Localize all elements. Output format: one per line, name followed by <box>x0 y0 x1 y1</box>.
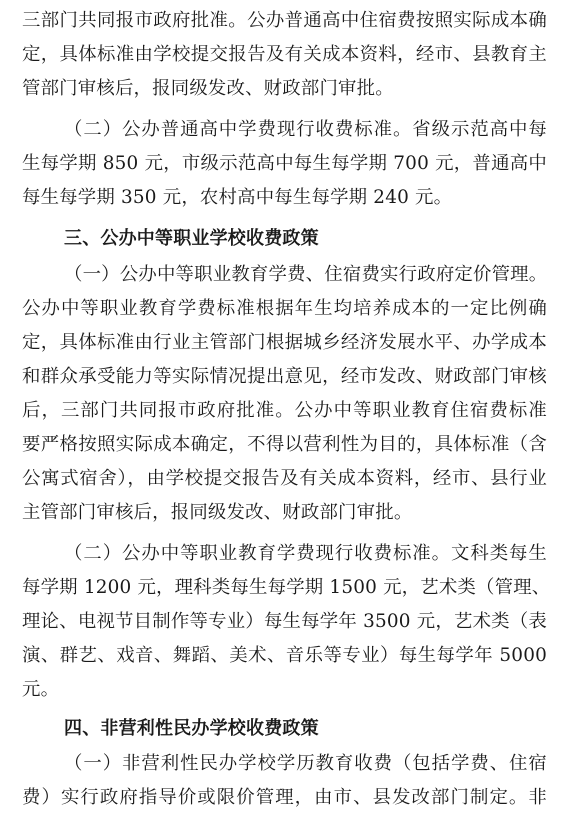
body-text-line: 公寓式宿舍），由学校提交报告及有关成本资料，经市、县行业 <box>22 468 547 489</box>
body-text-line: 和群众承受能力等实际情况提出意见，经市发改、财政部门审核 <box>22 366 547 387</box>
body-text-line: 每生每学期 350 元，农村高中每生每学期 240 元。 <box>22 187 453 208</box>
body-text-line: 生每学期 850 元，市级示范高中每生每学期 700 元，普通高中 <box>22 153 547 174</box>
body-text-line: 管部门审核后，报同级发改、财政部门审批。 <box>22 78 394 99</box>
body-text-line: 主管部门审核后，报同级发改、财政部门审批。 <box>22 502 413 523</box>
paragraph-first-line: （二）公办普通高中学费现行收费标准。省级示范高中每 <box>64 119 547 140</box>
body-text-line: 要严格按照实际成本确定，不得以营利性为目的，具体标准（含 <box>22 434 547 455</box>
paragraph-first-line: （一）非营利性民办学校学历教育收费（包括学费、住宿 <box>64 753 547 774</box>
body-text-line: 定，具体标准由行业主管部门根据城乡经济发展水平、办学成本 <box>22 332 547 353</box>
body-text-line: 后，三部门共同报市政府批准。公办中等职业教育住宿费标准 <box>22 400 547 421</box>
body-text-line: 费）实行政府指导价或限价管理，由市、县发改部门制定。非 <box>22 787 547 808</box>
body-text-line: 元。 <box>22 679 60 700</box>
body-text-line: 理论、电视节目制作等专业）每生每学年 3500 元，艺术类（表 <box>22 611 547 632</box>
body-text-line: 定，具体标准由学校提交报告及有关成本资料，经市、县教育主 <box>22 44 547 65</box>
body-text-line: 每学期 1200 元，理科类每生每学期 1500 元，艺术类（管理、 <box>22 577 551 598</box>
section-heading: 三、公办中等职业学校收费政策 <box>64 228 319 249</box>
paragraph-first-line: （一）公办中等职业教育学费、住宿费实行政府定价管理。 <box>64 264 548 285</box>
section-heading: 四、非营利性民办学校收费政策 <box>64 718 319 739</box>
body-text-line: 演、群艺、戏音、舞蹈、美术、音乐等专业）每生每学年 5000 <box>22 645 547 666</box>
paragraph-first-line: （二）公办中等职业教育学费现行收费标准。文科类每生 <box>64 543 547 564</box>
body-text-line: 公办中等职业教育学费标准根据年生均培养成本的一定比例确 <box>22 298 547 319</box>
body-text-line: 三部门共同报市政府批准。公办普通高中住宿费按照实际成本确 <box>22 10 547 31</box>
